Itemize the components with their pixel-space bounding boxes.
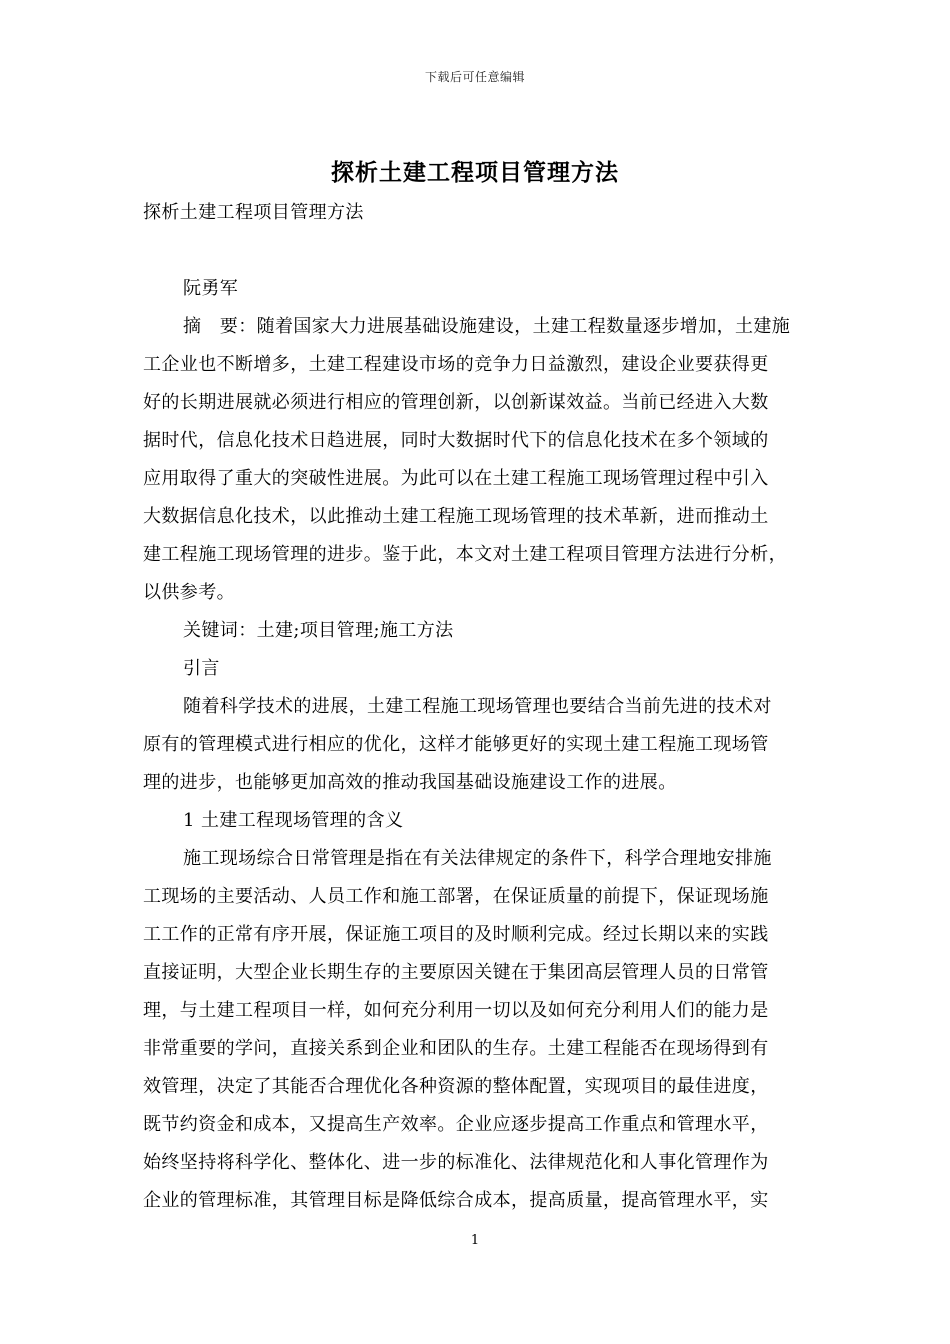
intro-paragraph xyxy=(143,688,811,802)
intro-line: 原有的管理模式进行相应的优化，这样才能够更好的实现土建工程施工现场管 xyxy=(143,734,769,755)
section1-line: 理，与土建工程项目一样，如何充分利用一切以及如何充分利用人们的能力是 xyxy=(143,1000,769,1021)
intro-line: 随着科学技术的进展，土建工程施工现场管理也要结合当前先进的技术对 xyxy=(183,696,772,717)
abstract-line: 建工程施工现场管理的进步。鉴于此，本文对土建工程项目管理方法进行分析， xyxy=(143,544,787,565)
abstract-line: 摘 要：随着国家大力进展基础设施建设，土建工程数量逐步增加，土建施 xyxy=(183,316,791,337)
section1-line: 始终坚持将科学化、整体化、进一步的标准化、法律规范化和人事化管理作为 xyxy=(143,1152,769,1173)
section-heading-1: 1 土建工程现场管理的含义 xyxy=(183,810,404,831)
abstract-line: 应用取得了重大的突破性进展。为此可以在土建工程施工现场管理过程中引入 xyxy=(143,468,769,489)
document-title: 探析土建工程项目管理方法 xyxy=(331,159,619,186)
abstract-line: 以供参考。 xyxy=(143,582,235,603)
abstract-paragraph xyxy=(143,308,811,612)
blank-line xyxy=(143,232,811,270)
intro-line: 理的进步，也能够更加高效的推动我国基础设施建设工作的进展。 xyxy=(143,772,677,793)
section1-line: 施工现场综合日常管理是指在有关法律规定的条件下，科学合理地安排施 xyxy=(183,848,772,869)
section1-paragraph xyxy=(143,840,811,1220)
page-number: 1 xyxy=(470,1233,480,1248)
abstract-line: 好的长期进展就必须进行相应的管理创新，以创新谋效益。当前已经进入大数 xyxy=(143,392,769,413)
keywords: 关键词：土建;项目管理;施工方法 xyxy=(183,620,454,641)
abstract-line: 工企业也不断增多，土建工程建设市场的竞争力日益激烈，建设企业要获得更 xyxy=(143,354,769,375)
section1-line: 非常重要的学问，直接关系到企业和团队的生存。土建工程能否在现场得到有 xyxy=(143,1038,769,1059)
section1-line: 效管理，决定了其能否合理优化各种资源的整体配置，实现项目的最佳进度， xyxy=(143,1076,769,1097)
document-body xyxy=(143,194,811,1220)
document-subtitle: 探析土建工程项目管理方法 xyxy=(143,202,364,223)
section1-line: 企业的管理标准，其管理目标是降低综合成本，提高质量，提高管理水平，实 xyxy=(143,1190,769,1211)
section1-line: 直接证明，大型企业长期生存的主要原因关键在于集团高层管理人员的日常管 xyxy=(143,962,769,983)
author-name: 阮勇军 xyxy=(183,278,239,299)
section1-line: 工工作的正常有序开展，保证施工项目的及时顺利完成。经过长期以来的实践 xyxy=(143,924,769,945)
abstract-line: 据时代，信息化技术日趋进展，同时大数据时代下的信息化技术在多个领域的 xyxy=(143,430,769,451)
section-heading-intro: 引言 xyxy=(183,658,220,679)
page-header-note: 下载后可任意编辑 xyxy=(424,70,525,84)
abstract-line: 大数据信息化技术，以此推动土建工程施工现场管理的技术革新，进而推动土 xyxy=(143,506,769,527)
section1-line: 工现场的主要活动、人员工作和施工部署，在保证质量的前提下，保证现场施 xyxy=(143,886,769,907)
section1-line: 既节约资金和成本，又提高生产效率。企业应逐步提高工作重点和管理水平， xyxy=(143,1114,769,1135)
